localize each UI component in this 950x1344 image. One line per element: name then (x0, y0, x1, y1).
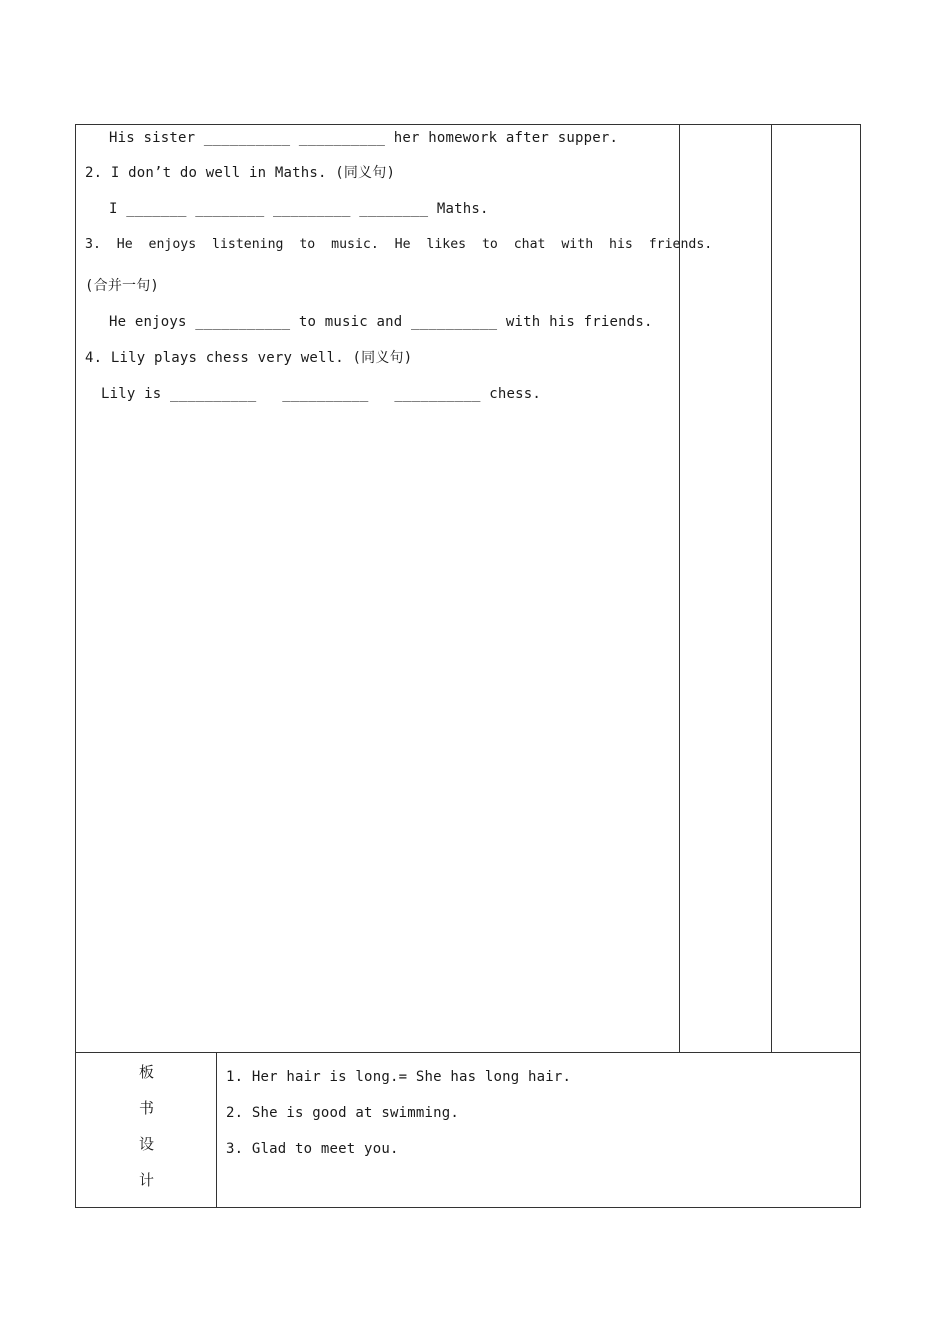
table-right-border (860, 124, 861, 1208)
board-label-char-4: 计 (139, 1171, 155, 1189)
board-line-2: 2. She is good at swimming. (226, 1105, 459, 1121)
exercise-line-5: (合并一句) (85, 278, 160, 294)
row-divider (75, 1052, 861, 1053)
table-bottom-border (75, 1207, 861, 1208)
table-top-border (75, 124, 861, 125)
board-label-char-3: 设 (139, 1135, 155, 1153)
board-label-char-2: 书 (139, 1099, 155, 1117)
column-divider-2 (771, 124, 772, 1053)
exercise-line-3: I _______ ________ _________ ________ Maths. (109, 201, 489, 217)
table-left-border (75, 124, 76, 1208)
column-divider-1 (679, 124, 680, 1053)
board-line-1: 1. Her hair is long.= She has long hair. (226, 1069, 572, 1085)
board-line-3: 3. Glad to meet you. (226, 1141, 399, 1157)
board-label-char-1: 板 (139, 1063, 155, 1081)
exercise-line-8: Lily is __________ __________ __________ chess. (101, 386, 542, 402)
exercise-line-2: 2. I don’t do well in Maths. (同义句) (85, 165, 396, 181)
exercise-line-6: He enjoys ___________ to music and __________ with his friends. (109, 314, 653, 330)
exercise-line-1: His sister __________ __________ her homework after supper. (109, 130, 619, 146)
board-label-divider (216, 1052, 217, 1208)
exercise-line-4: 3. He enjoys listening to music. He likes to chat with his friends. (85, 237, 713, 252)
exercise-line-7: 4. Lily plays chess very well. (同义句) (85, 350, 413, 366)
